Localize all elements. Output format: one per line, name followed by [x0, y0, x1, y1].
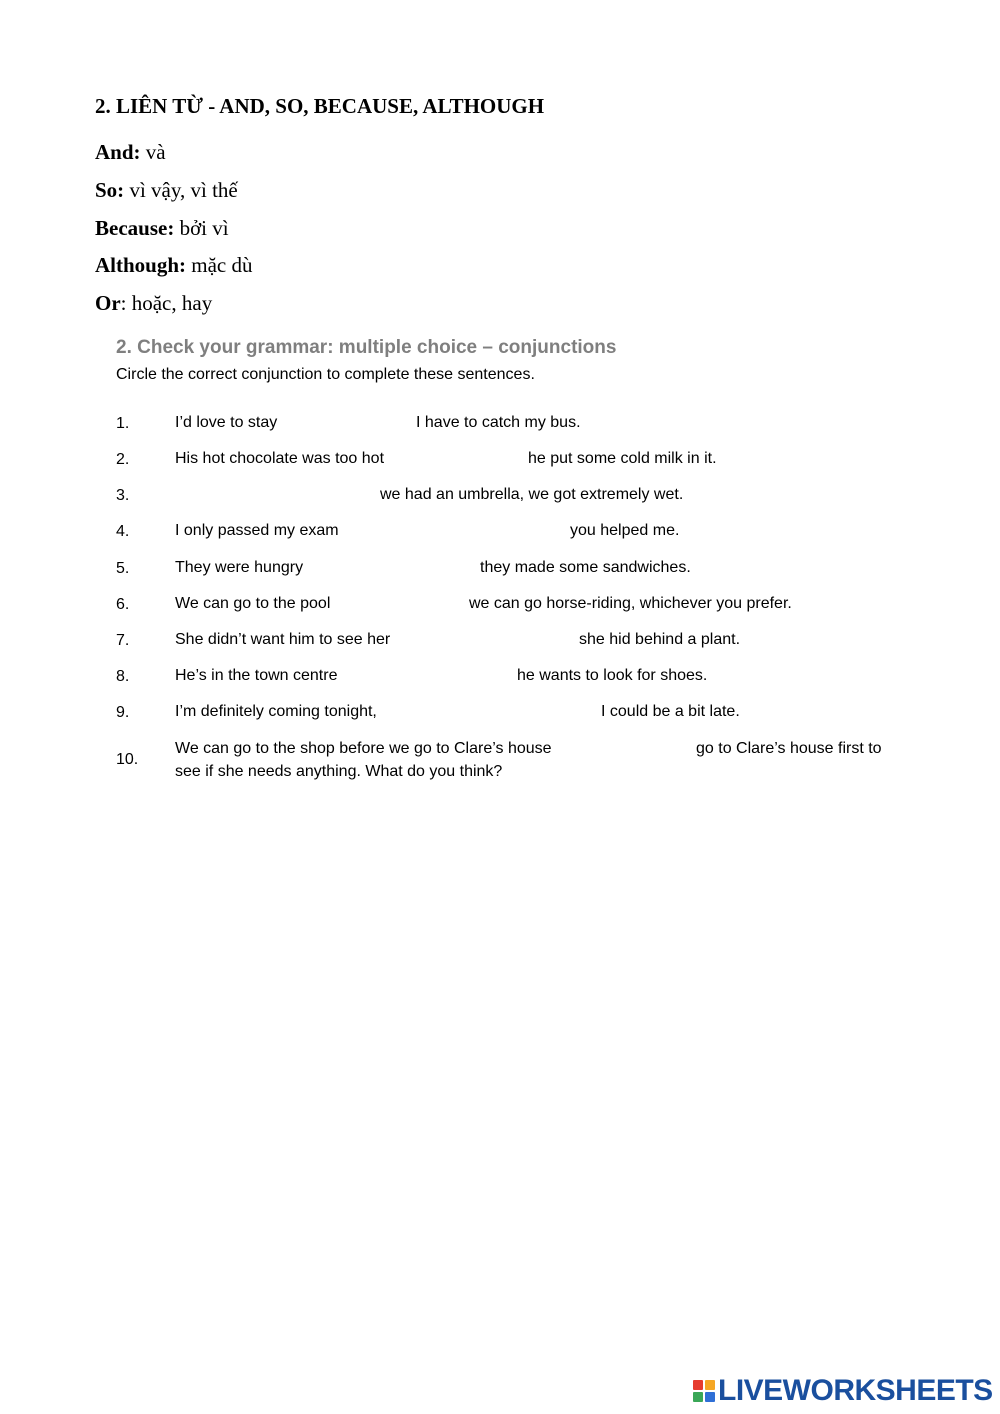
question-text-before: He’s in the town centre — [175, 667, 338, 684]
question-text-after: you helped me. — [570, 522, 680, 539]
term-and — [95, 140, 166, 165]
term-meaning: bởi vì — [174, 216, 229, 240]
term-although — [95, 253, 253, 278]
term-word: And: — [95, 140, 141, 164]
term-so — [95, 178, 238, 203]
question-text-before: I’d love to stay — [175, 414, 278, 431]
logo-square — [693, 1380, 703, 1390]
question-text-after: he wants to look for shoes. — [517, 667, 708, 684]
question-text-before: We can go to the shop before we go to Clare’s house — [175, 740, 552, 757]
question-number: 2. — [116, 451, 130, 468]
question-number: 1. — [116, 415, 130, 432]
question-text-after: he put some cold milk in it. — [528, 450, 717, 467]
term-or — [95, 291, 212, 316]
term-meaning: và — [140, 140, 166, 164]
question-text-before: We can go to the pool — [175, 595, 331, 612]
question-number: 10. — [116, 751, 139, 768]
question-text-before: She didn’t want him to see her — [175, 631, 391, 648]
term-word: So: — [95, 178, 125, 202]
exercise-instruction: Circle the correct conjunction to complete these sentences. — [116, 366, 535, 383]
logo-square — [705, 1392, 715, 1402]
question-text-after: I could be a bit late. — [601, 703, 740, 720]
exercise-title: 2. Check your grammar: multiple choice – conjunctions — [116, 337, 617, 358]
term-meaning: mặc dù — [186, 253, 253, 277]
question-text-continuation: see if she needs anything. What do you think? — [175, 763, 503, 780]
question-number: 5. — [116, 560, 130, 577]
logo-text: LIVEWORKSHEETS — [718, 1374, 993, 1407]
question-number: 6. — [116, 596, 130, 613]
logo-square — [705, 1380, 715, 1390]
term-word: Or — [95, 291, 121, 315]
logo-mark-icon — [693, 1380, 715, 1402]
question-text-after: I have to catch my bus. — [416, 414, 581, 431]
question-number: 4. — [116, 523, 130, 540]
term-meaning: vì vậy, vì thế — [124, 178, 238, 202]
question-number: 3. — [116, 487, 130, 504]
term-because — [95, 216, 229, 241]
term-meaning: : hoặc, hay — [120, 291, 213, 315]
question-number: 8. — [116, 668, 130, 685]
question-text-before: I only passed my exam — [175, 522, 339, 539]
question-text-after: they made some sandwiches. — [480, 559, 691, 576]
question-number: 7. — [116, 632, 130, 649]
logo-square — [693, 1392, 703, 1402]
question-text-after: go to Clare’s house first to — [696, 740, 882, 757]
liveworksheets-logo — [693, 1374, 993, 1408]
question-text-after: we had an umbrella, we got extremely wet. — [380, 486, 684, 503]
question-text-after: she hid behind a plant. — [579, 631, 741, 648]
question-text-before: I’m definitely coming tonight, — [175, 703, 377, 720]
question-text-before: They were hungry — [175, 559, 304, 576]
term-word: Because: — [95, 216, 175, 240]
term-word: Although: — [95, 253, 187, 277]
section-heading: 2. LIÊN TỪ - AND, SO, BECAUSE, ALTHOUGH — [95, 94, 545, 118]
question-text-before: His hot chocolate was too hot — [175, 450, 385, 467]
question-text-after: we can go horse-riding, whichever you prefer. — [469, 595, 792, 612]
question-number: 9. — [116, 704, 130, 721]
